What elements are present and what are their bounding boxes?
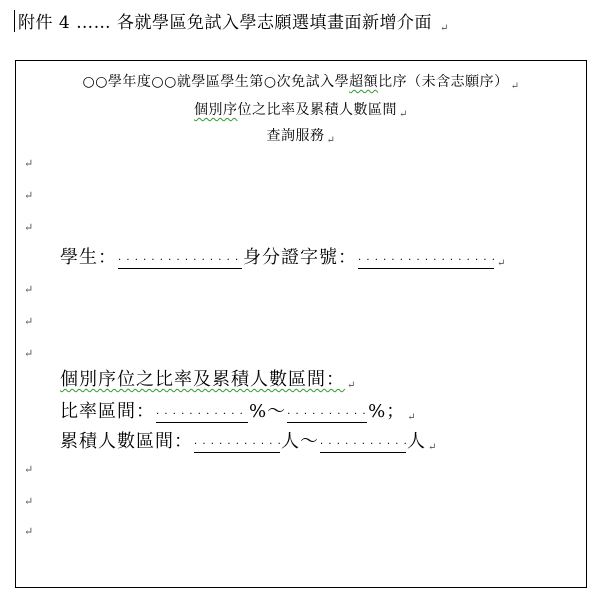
paragraph-mark: ↵ xyxy=(24,525,34,538)
range-heading: 個別序位之比率及累積人數區間： xyxy=(60,369,345,390)
title-text: 位之比率及累積人數區間 xyxy=(237,102,398,118)
title-text: ○○學年度○○就學區學生第○次免試入學 xyxy=(82,74,350,90)
percent-end: %； xyxy=(368,401,406,422)
paragraph-mark: ↵ xyxy=(407,412,417,423)
ratio-min-field[interactable] xyxy=(156,404,248,423)
paragraph-mark: ↵ xyxy=(326,135,336,146)
heading-text xyxy=(18,8,449,34)
paragraph-mark: ↵ xyxy=(24,157,34,170)
percent-sign: % xyxy=(249,401,268,422)
id-number-field[interactable] xyxy=(358,250,494,269)
count-row xyxy=(60,427,437,453)
paragraph-mark: ↵ xyxy=(24,495,34,508)
student-label: 學生： xyxy=(60,247,117,268)
count-min-field[interactable] xyxy=(194,434,280,453)
paragraph-mark: ↵ xyxy=(347,380,357,391)
query-form-frame xyxy=(15,60,587,588)
paragraph-mark: ↵ xyxy=(24,315,34,328)
ratio-row xyxy=(60,397,417,423)
tilde: ～ xyxy=(267,401,287,422)
attachment-heading xyxy=(0,4,449,38)
title-text-flagged: 超額 xyxy=(349,74,379,90)
form-title-line-1 xyxy=(16,71,586,92)
student-row xyxy=(60,243,506,269)
ratio-max-field[interactable] xyxy=(287,404,367,423)
heading-title: 各就學區免試入學志願選填畫面新增介面 xyxy=(117,13,433,33)
paragraph-mark: ↵ xyxy=(439,23,449,34)
form-title-line-3 xyxy=(16,125,586,146)
person-tilde: 人～ xyxy=(281,431,319,452)
paragraph-mark: ↵ xyxy=(24,463,34,476)
paragraph-mark: ↵ xyxy=(497,258,507,269)
person-unit: 人 xyxy=(407,431,426,452)
form-title-line-2 xyxy=(16,99,586,120)
id-number-label: 身分證字號： xyxy=(243,247,357,268)
count-max-field[interactable] xyxy=(320,434,406,453)
range-heading-row xyxy=(60,365,356,391)
paragraph-mark: ↵ xyxy=(24,347,34,360)
text-cursor xyxy=(14,10,15,32)
title-text-flagged: 個別序 xyxy=(194,102,238,118)
paragraph-mark: ↵ xyxy=(24,189,34,202)
paragraph-mark: ↵ xyxy=(24,221,34,234)
attachment-number: 附件 4 xyxy=(18,13,71,33)
title-text: 查詢服務 xyxy=(266,128,325,144)
paragraph-mark: ↵ xyxy=(428,442,438,453)
paragraph-mark: ↵ xyxy=(24,283,34,296)
title-text: 比序（未含志願序） xyxy=(378,74,509,90)
count-label: 累積人數區間： xyxy=(60,431,193,452)
paragraph-mark: ↵ xyxy=(399,109,408,120)
ratio-label: 比率區間： xyxy=(60,401,155,422)
heading-leader: …… xyxy=(76,13,112,33)
paragraph-mark: ↵ xyxy=(510,81,520,92)
student-name-field[interactable] xyxy=(118,250,242,269)
